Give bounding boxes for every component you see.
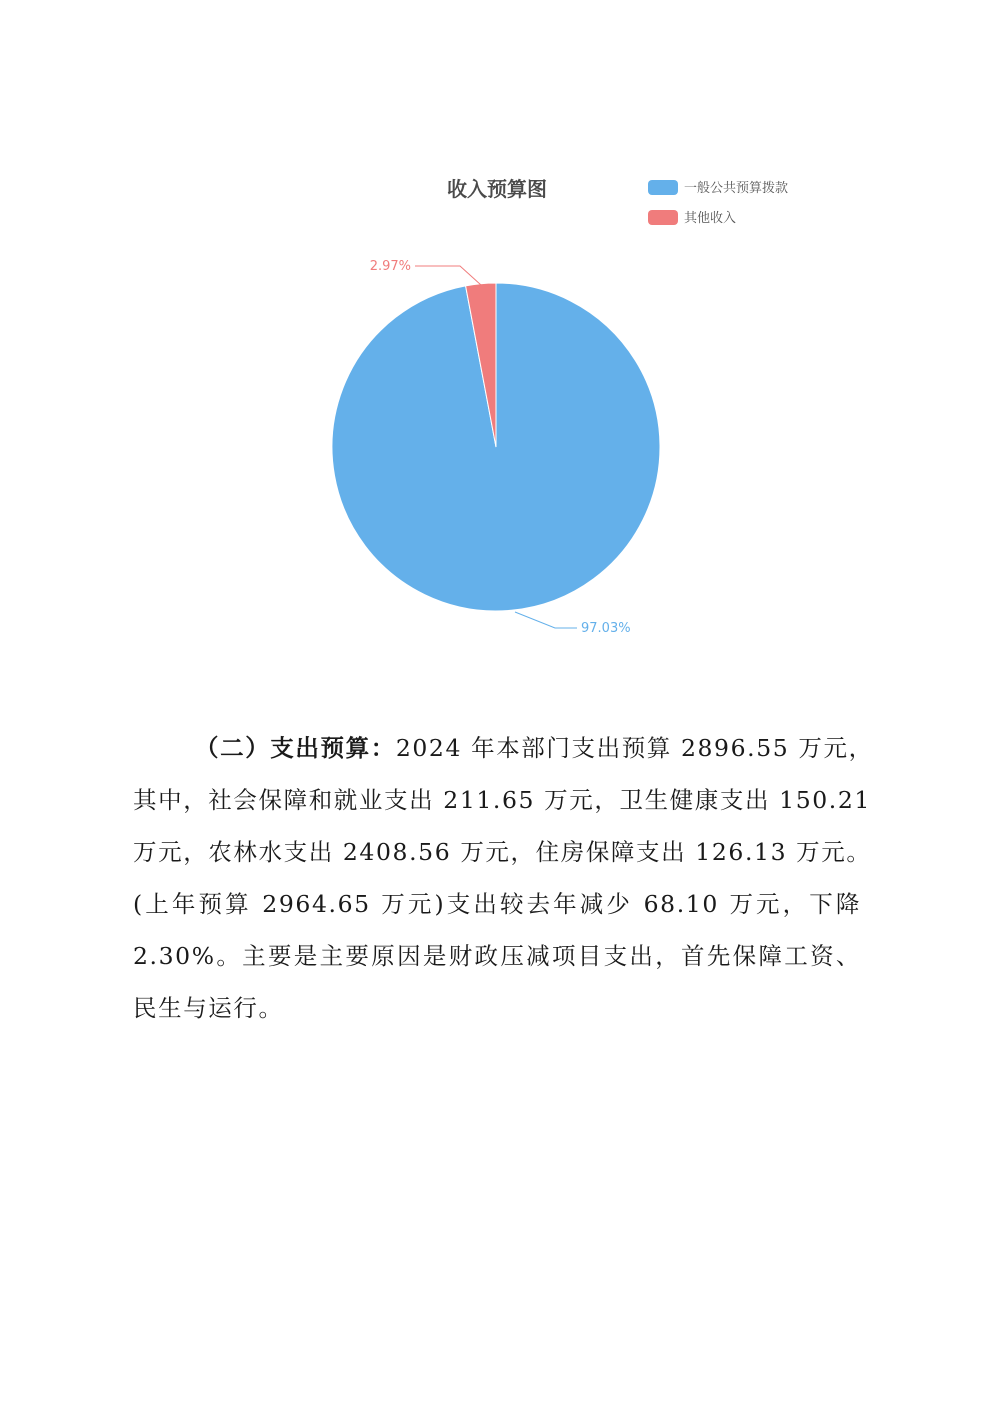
paragraph-line-4: (上年预算 2964.65 万元)支出较去年减少 68.10 万元，下降 [133,890,861,918]
leader-line-other-income [415,266,481,285]
chart-title: 收入预算图 [447,177,547,201]
legend-swatch-other-income [648,210,678,225]
legend-label-other-income: 其他收入 [684,211,737,226]
paragraph-line-2: 其中，社会保障和就业支出 211.65 万元，卫生健康支出 150.21 [133,786,871,814]
paragraph-line-5: 2.30%。主要是主要原因是财政压减项目支出，首先保障工资、 [133,942,861,970]
legend-label-general-budget: 一般公共预算拨款 [684,181,789,196]
income-budget-pie-chart [0,0,992,700]
legend-swatch-general-budget [648,180,678,195]
paragraph-line-3: 万元，农林水支出 2408.56 万元，住房保障支出 126.13 万元。 [133,838,872,866]
section-heading: （二）支出预算： [195,734,396,762]
pie-slices [332,283,660,611]
paragraph-line-6: 民生与运行。 [133,994,284,1022]
paragraph-line-1-text: 2024 年本部门支出预算 2896.55 万元， [395,734,874,762]
paragraph-line-1 [133,722,874,774]
slice-label-general-budget: 97.03% [581,621,631,636]
expenditure-budget-paragraph [133,722,874,1034]
chart-legend [648,180,788,226]
slice-label-other-income: 2.97% [369,259,411,274]
leader-line-general-budget [515,612,577,628]
